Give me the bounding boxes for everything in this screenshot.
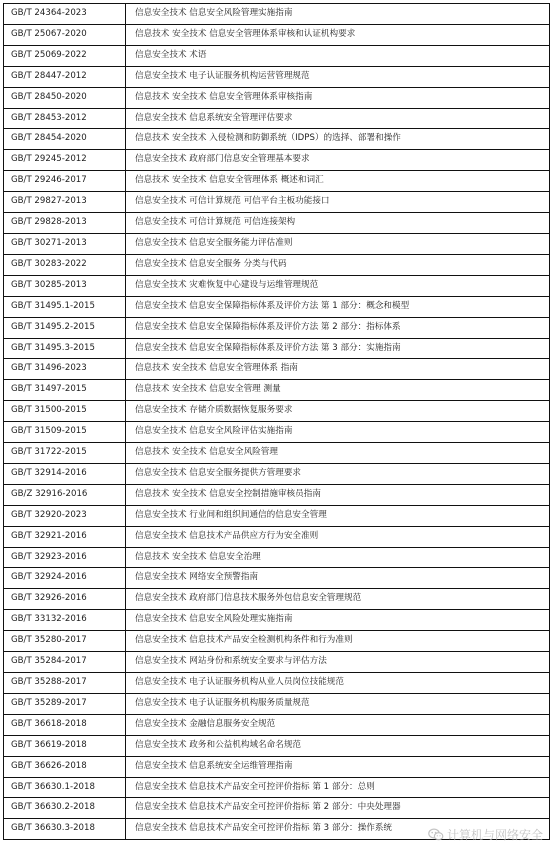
standard-name: 信息安全技术 信息安全风险处理实施指南 <box>126 610 550 631</box>
standard-name: 信息安全技术 行业间和组织间通信的信息安全管理 <box>126 505 550 526</box>
standard-code: GB/T 25069-2022 <box>4 45 126 66</box>
table-row <box>4 4 550 25</box>
table-row <box>4 45 550 66</box>
table-row <box>4 505 550 526</box>
standard-code: GB/T 31500-2015 <box>4 401 126 422</box>
standard-name: 信息安全技术 信息技术产品安全检测机构条件和行为准则 <box>126 631 550 652</box>
table-row <box>4 213 550 234</box>
table-row <box>4 192 550 213</box>
standard-name: 信息安全技术 信息安全保障指标体系及评价方法 第 2 部分：指标体系 <box>126 317 550 338</box>
table-row <box>4 756 550 777</box>
standard-name: 信息技术 安全技术 信息安全管理体系 指南 <box>126 359 550 380</box>
standard-name: 信息技术 安全技术 信息安全风险管理 <box>126 443 550 464</box>
standard-name: 信息安全技术 政务和公益机构域名命名规范 <box>126 735 550 756</box>
table-row <box>4 526 550 547</box>
standard-name: 信息技术 安全技术 信息安全控制措施审核员指南 <box>126 484 550 505</box>
standards-table-body <box>4 4 550 840</box>
table-row <box>4 66 550 87</box>
standard-name: 信息安全技术 灾难恢复中心建设与运维管理规范 <box>126 275 550 296</box>
standard-name: 信息安全技术 政府部门信息技术服务外包信息安全管理规范 <box>126 589 550 610</box>
standard-name: 信息技术 安全技术 信息安全管理体系审核指南 <box>126 87 550 108</box>
table-row <box>4 422 550 443</box>
standard-name: 信息安全技术 可信计算规范 可信连接架构 <box>126 213 550 234</box>
standard-code: GB/T 31509-2015 <box>4 422 126 443</box>
table-row <box>4 673 550 694</box>
standard-name: 信息安全技术 信息安全服务提供方管理要求 <box>126 463 550 484</box>
table-row <box>4 171 550 192</box>
table-row <box>4 338 550 359</box>
table-row <box>4 693 550 714</box>
standard-name: 信息技术 安全技术 入侵检测和防御系统（IDPS）的选择、部署和操作 <box>126 129 550 150</box>
standard-name: 信息安全技术 电子认证服务机构从业人员岗位技能规范 <box>126 673 550 694</box>
standard-code: GB/T 31495.1-2015 <box>4 296 126 317</box>
standard-code: GB/T 36618-2018 <box>4 714 126 735</box>
table-row <box>4 547 550 568</box>
table-row <box>4 233 550 254</box>
standard-code: GB/T 32924-2016 <box>4 568 126 589</box>
standard-name: 信息安全技术 信息安全保障指标体系及评价方法 第 1 部分：概念和模型 <box>126 296 550 317</box>
table-row <box>4 317 550 338</box>
standard-code: GB/T 32920-2023 <box>4 505 126 526</box>
table-row <box>4 401 550 422</box>
standard-name: 信息技术 安全技术 信息安全治理 <box>126 547 550 568</box>
standard-code: GB/T 32921-2016 <box>4 526 126 547</box>
table-row <box>4 24 550 45</box>
standard-code: GB/T 29245-2012 <box>4 150 126 171</box>
standard-code: GB/T 32914-2016 <box>4 463 126 484</box>
table-row <box>4 610 550 631</box>
standard-name: 信息安全技术 信息系统安全管理评估要求 <box>126 108 550 129</box>
standard-code: GB/T 33132-2016 <box>4 610 126 631</box>
standard-code: GB/T 35289-2017 <box>4 693 126 714</box>
table-row <box>4 87 550 108</box>
table-row <box>4 129 550 150</box>
standard-code: GB/T 35280-2017 <box>4 631 126 652</box>
table-row <box>4 359 550 380</box>
standard-code: GB/T 32926-2016 <box>4 589 126 610</box>
standard-code: GB/T 30271-2013 <box>4 233 126 254</box>
standard-name: 信息安全技术 信息安全保障指标体系及评价方法 第 3 部分：实施指南 <box>126 338 550 359</box>
standard-name: 信息安全技术 电子认证服务机构服务质量规范 <box>126 693 550 714</box>
standard-name: 信息安全技术 政府部门信息安全管理基本要求 <box>126 150 550 171</box>
standard-name: 信息安全技术 可信计算规范 可信平台主板功能接口 <box>126 192 550 213</box>
standard-name: 信息安全技术 金融信息服务安全规范 <box>126 714 550 735</box>
standard-name: 信息安全技术 信息安全服务能力评估准则 <box>126 233 550 254</box>
standard-code: GB/T 24364-2023 <box>4 4 126 25</box>
table-row <box>4 798 550 819</box>
table-row <box>4 631 550 652</box>
standard-code: GB/T 35284-2017 <box>4 652 126 673</box>
table-row <box>4 463 550 484</box>
table-row <box>4 589 550 610</box>
standard-code: GB/T 28453-2012 <box>4 108 126 129</box>
table-row <box>4 275 550 296</box>
standard-code: GB/T 29246-2017 <box>4 171 126 192</box>
table-row <box>4 380 550 401</box>
standard-name: 信息安全技术 信息技术产品安全可控评价指标 第 3 部分：操作系统 <box>126 819 550 840</box>
standard-code: GB/T 28450-2020 <box>4 87 126 108</box>
standard-name: 信息安全技术 信息安全风险评估实施指南 <box>126 422 550 443</box>
standard-name: 信息安全技术 术语 <box>126 45 550 66</box>
standard-code: GB/Z 32916-2016 <box>4 484 126 505</box>
standard-name: 信息技术 安全技术 信息安全管理体系审核和认证机构要求 <box>126 24 550 45</box>
standard-code: GB/T 36619-2018 <box>4 735 126 756</box>
standard-code: GB/T 36630.3-2018 <box>4 819 126 840</box>
table-row <box>4 735 550 756</box>
table-row <box>4 568 550 589</box>
table-row <box>4 254 550 275</box>
standard-code: GB/T 30283-2022 <box>4 254 126 275</box>
table-row <box>4 819 550 840</box>
standard-name: 信息技术 安全技术 信息安全管理 测量 <box>126 380 550 401</box>
standard-code: GB/T 31722-2015 <box>4 443 126 464</box>
table-row <box>4 443 550 464</box>
standard-name: 信息安全技术 信息系统安全运维管理指南 <box>126 756 550 777</box>
standards-table <box>3 3 550 840</box>
table-row <box>4 108 550 129</box>
standard-code: GB/T 32923-2016 <box>4 547 126 568</box>
standard-code: GB/T 31497-2015 <box>4 380 126 401</box>
standard-name: 信息安全技术 信息安全服务 分类与代码 <box>126 254 550 275</box>
standard-name: 信息安全技术 电子认证服务机构运营管理规范 <box>126 66 550 87</box>
standard-code: GB/T 28454-2020 <box>4 129 126 150</box>
standard-code: GB/T 31496-2023 <box>4 359 126 380</box>
table-row <box>4 296 550 317</box>
standard-code: GB/T 31495.3-2015 <box>4 338 126 359</box>
standard-name: 信息安全技术 信息技术产品安全可控评价指标 第 1 部分：总则 <box>126 777 550 798</box>
standard-name: 信息安全技术 网络安全预警指南 <box>126 568 550 589</box>
watermark-text: 计算机与网络安全 <box>446 828 543 842</box>
standard-code: GB/T 36630.1-2018 <box>4 777 126 798</box>
standard-name: 信息安全技术 信息技术产品供应方行为安全准则 <box>126 526 550 547</box>
standard-code: GB/T 25067-2020 <box>4 24 126 45</box>
table-row <box>4 652 550 673</box>
standard-name: 信息安全技术 信息技术产品安全可控评价指标 第 2 部分：中央处理器 <box>126 798 550 819</box>
standard-code: GB/T 35288-2017 <box>4 673 126 694</box>
standard-name: 信息安全技术 网站身份和系统安全要求与评估方法 <box>126 652 550 673</box>
standard-name: 信息安全技术 信息安全风险管理实施指南 <box>126 4 550 25</box>
standard-code: GB/T 36630.2-2018 <box>4 798 126 819</box>
table-row <box>4 484 550 505</box>
standard-code: GB/T 29827-2013 <box>4 192 126 213</box>
standard-code: GB/T 36626-2018 <box>4 756 126 777</box>
standard-code: GB/T 28447-2012 <box>4 66 126 87</box>
standard-code: GB/T 31495.2-2015 <box>4 317 126 338</box>
standard-name: 信息技术 安全技术 信息安全管理体系 概述和词汇 <box>126 171 550 192</box>
table-row <box>4 150 550 171</box>
standard-code: GB/T 30285-2013 <box>4 275 126 296</box>
standard-code: GB/T 29828-2013 <box>4 213 126 234</box>
table-row <box>4 714 550 735</box>
table-row <box>4 777 550 798</box>
standard-name: 信息安全技术 存储介质数据恢复服务要求 <box>126 401 550 422</box>
